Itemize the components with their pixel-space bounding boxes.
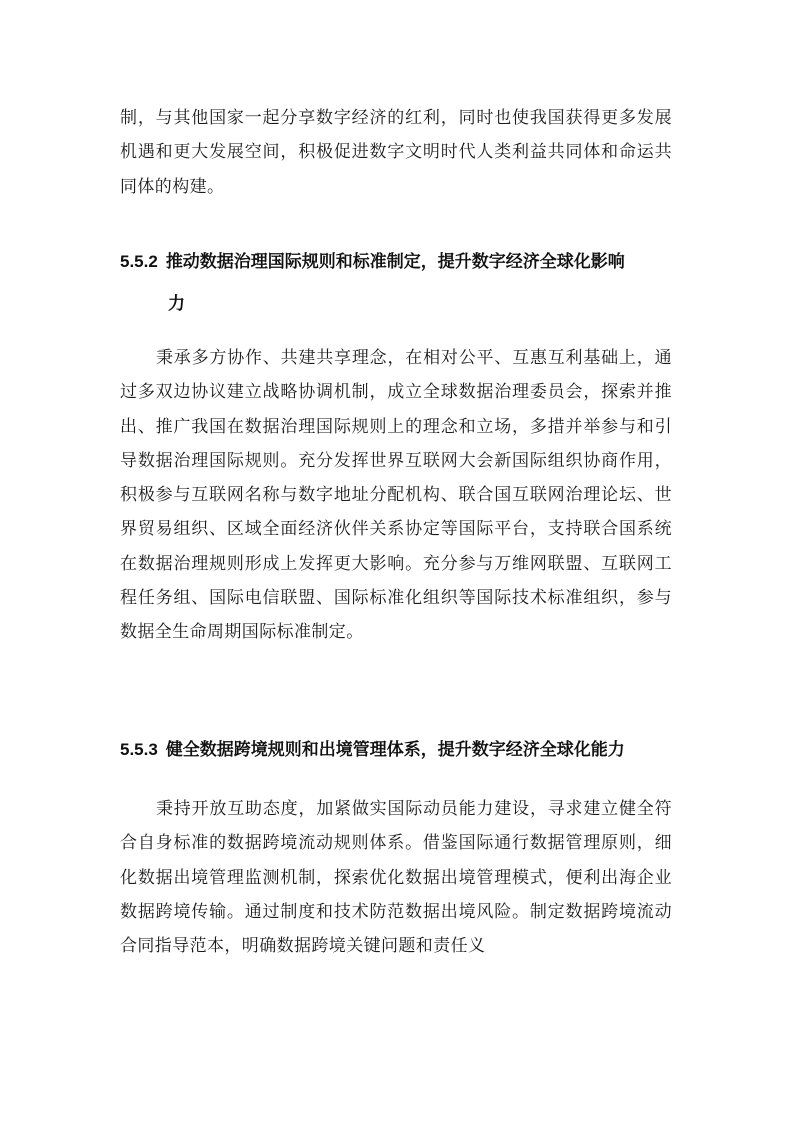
section-title-line1: 推动数据治理国际规则和标准制定，提升数字经济全球化影响	[165, 252, 625, 271]
section-heading-5-5-3	[120, 729, 680, 771]
section-heading-5-5-2	[120, 241, 680, 325]
section-number: 5.5.3	[120, 740, 158, 759]
section-number: 5.5.2	[120, 252, 158, 271]
paragraph-data-governance: 秉承多方协作、共建共享理念，在相对公平、互惠互利基础上，通过多双边协议建立战略协调机制，成立全球数据治理委员会，探索并推出、推广我国在数据治理国际规则上的理念和立场，多措并举参与和引导数据治理国际规则。充分发挥世界互联网大会新国际组织协商作用，积极参与互联网名称与数字地址分配机构、联合国互联网治理论坛、世界贸易组织、区域全面经济伙伴关系协定等国际平台，支持联合国系统在数据治理规则形成上发挥更大影响。充分参与万维网联盟、互联网工程任务组、国际电信联盟、国际标准化组织等国际技术标准组织，参与数据全生命周期国际标准制定。	[120, 348, 672, 643]
paragraph-intro-continuation: 制，与其他国家一起分享数字经济的红利，同时也使我国获得更多发展机遇和更大发展空间，积极促进数字文明时代人类利益共同体和命运共同体的构建。	[120, 108, 672, 197]
paragraph-cross-border-data: 秉持开放互助态度，加紧做实国际动员能力建设，寻求建立健全符合自身标准的数据跨境流动规则体系。借鉴国际通行数据管理原则，细化数据出境管理监测机制，探索优化数据出境管理模式，便利出海企业数据跨境传输。通过制度和技术防范数据出境风险。制定数据跨境流动合同指导范本，明确数据跨境关键问题和责任义	[120, 799, 672, 957]
section-title: 健全数据跨境规则和出境管理体系，提升数字经济全球化能力	[165, 740, 625, 759]
section-title-line2: 力	[168, 294, 185, 313]
